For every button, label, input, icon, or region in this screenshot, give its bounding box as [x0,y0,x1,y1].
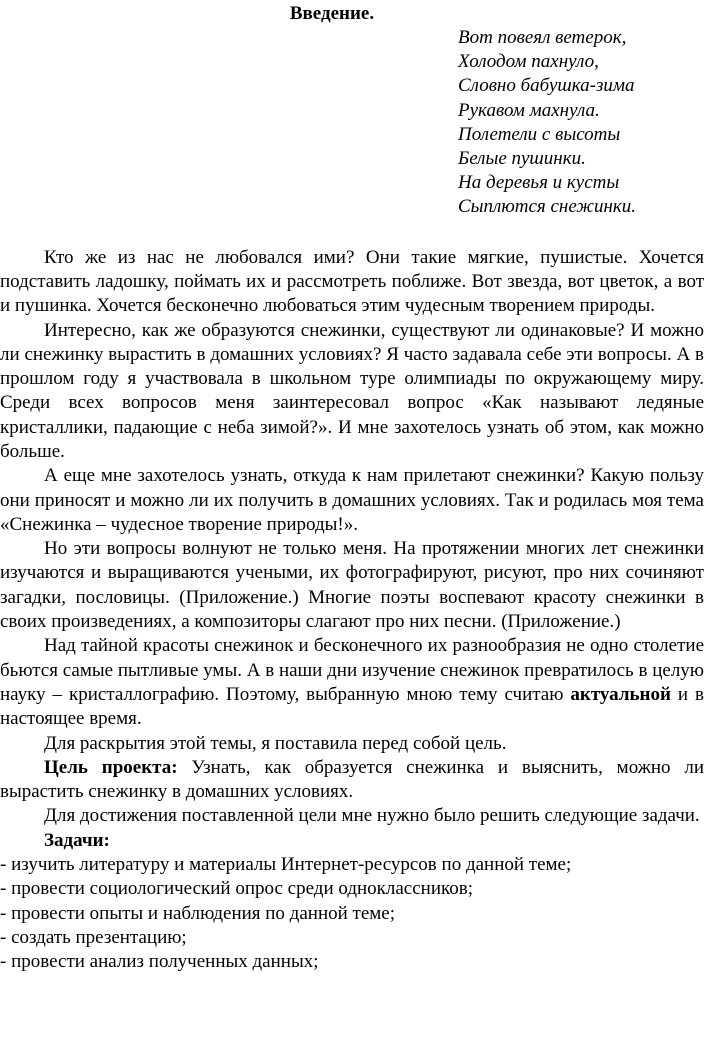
bold-term: актуальной [570,683,671,705]
poem-line: Полетели с высоты [458,123,621,145]
goal-label: Цель проекта: [44,756,178,778]
document-title: Введение. [289,3,375,24]
poem-line: Холодом пахнуло, [458,51,599,73]
paragraph-goal [0,756,704,805]
poem-line: Словно бабушка-зима [458,75,635,97]
poem-line: Сыплются снежинки. [458,196,637,218]
body-text [0,246,704,975]
paragraph: Для раскрытия этой темы, я поставила перед собой цель. [44,732,507,754]
epigraph-poem [458,26,704,220]
tasks-heading: Задачи: [44,829,110,851]
task-item: - провести опыты и наблюдения по данной теме; [0,902,396,924]
paragraph: Интересно, как же образуются снежинки, существуют ли одинаковые? И можно ли снежинку вырастить в домашних условиях? Я часто задавала себе эти вопросы. А в прошлом году я участвовала в школьном туре олимпиады по окружающему миру. Среди всех вопросов меня заинтересовал вопрос «Как называют ледяные кристаллики, падающие с неба зимой?». И мне захотелось узнать об этом, как можно больше. [0,319,704,462]
paragraph: А еще мне захотелось узнать, откуда к нам прилетают снежинки? Какую пользу они приносят и можно ли их получить в домашних условиях. Так и родилась моя тема «Снежинка – чудесное творение природы!». [0,465,704,535]
paragraph: Кто же из нас не любовался ими? Они такие мягкие, пушистые. Хочется подставить ладошку, поймать их и рассмотреть поближе. Вот звезда, вот цветок, а вот и пушинка. Хочется бесконечно любоваться этим чудесным творением природы. [0,246,704,317]
spacer [0,220,704,246]
task-item: - провести социологический опрос среди одноклассников; [0,878,474,900]
poem-line: Рукавом махнула. [458,99,600,121]
task-item: - провести анализ полученных данных; [0,951,319,973]
paragraph: Но эти вопросы волнуют не только меня. На протяжении многих лет снежинки изучаются и выращиваются учеными, их фотографируют, рисуют, про них сочиняют загадки, пословицы. (Приложение.) Многие поэты воспевают красоту снежинки в своих произведениях, а композиторы слагают про них песни. (Приложение.) [0,538,704,633]
poem-line: На деревья и кусты [458,172,620,194]
task-item: - создать презентацию; [0,926,187,948]
paragraph-relevance [0,634,704,731]
text-run: Над тайной красоты снежинок и бесконечного их разнообразия не одно столетие бьются самые пытливые умы. А в наши дни изучение снежинок превратилось в целую науку – кристаллографию. Поэтому, выбранную мною тему считаю [0,635,704,705]
paragraph: Для достижения поставленной цели мне нужно было решить следующие задачи. [44,805,700,827]
poem-line: Белые пушинки. [458,148,586,170]
text-run: и в настоящее время. [0,683,704,730]
task-item: - изучить литературу и материалы Интернет-ресурсов по данной теме; [0,854,572,876]
text-run: Узнать, как образуется снежинка и выяснить, можно ли вырастить снежинку в домашних условиях. [0,756,704,803]
poem-line: Вот повеял ветерок, [458,27,627,48]
